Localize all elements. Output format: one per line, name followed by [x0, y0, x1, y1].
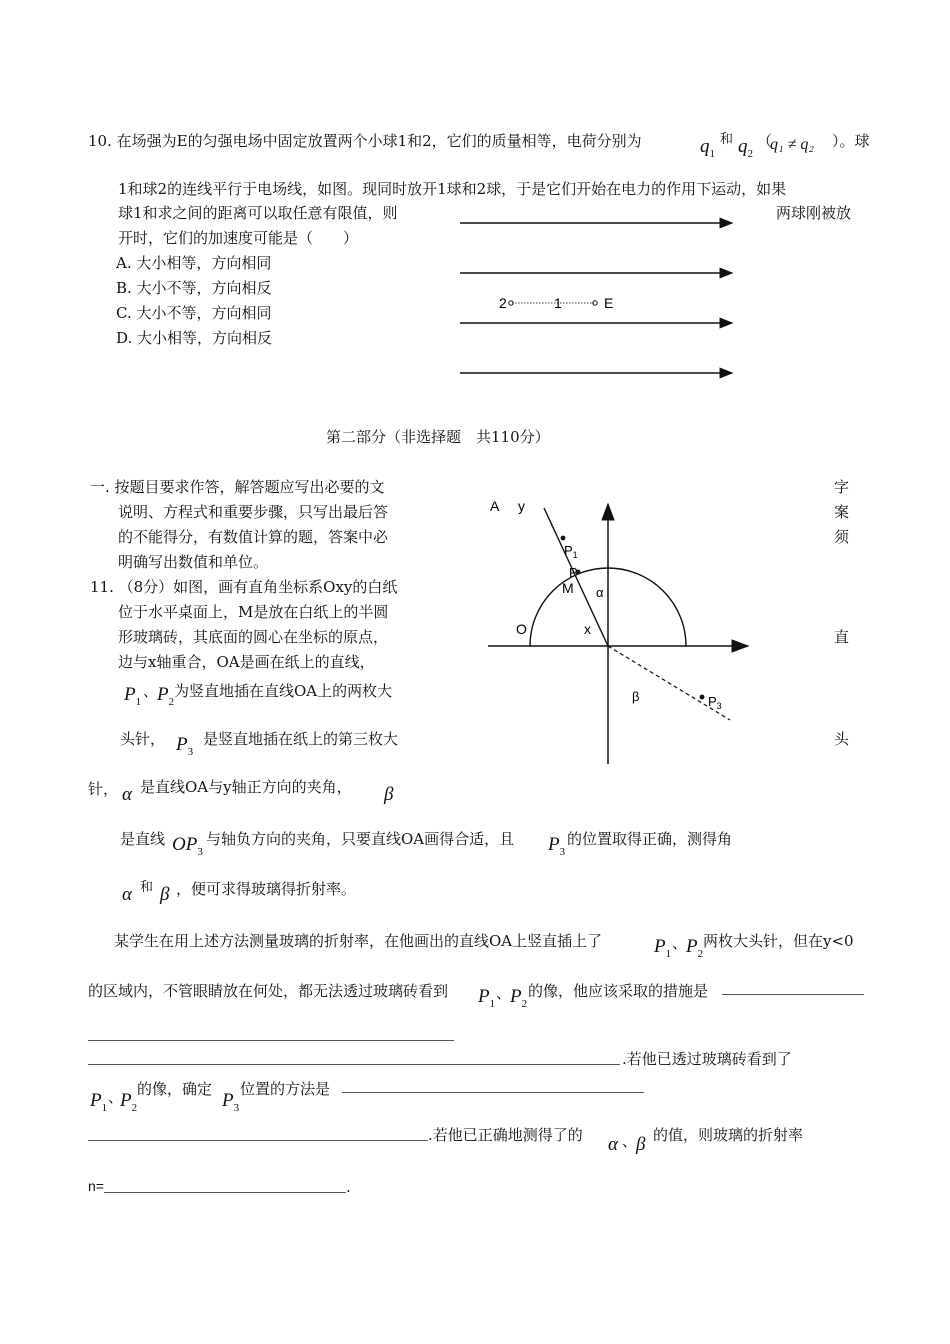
q11-beta-sym: β	[384, 784, 394, 805]
right-col-char-2: 案	[834, 503, 850, 521]
q11-para2b: 的像，他应该采取的措施是	[528, 982, 709, 1000]
q11-zhen: 针，	[88, 780, 119, 798]
part2-heading: 第二部分（非选择题 共110分）	[326, 428, 550, 446]
q10-option-d: D. 大小相等，方向相反	[116, 329, 273, 347]
label-O: O	[516, 621, 527, 637]
q11-line-1: 11. （8分）如图，画有直角坐标系Oxy的白纸	[90, 578, 398, 596]
field-E-label: E	[604, 295, 614, 311]
q11-para1b: 两枚大头针，但在y<0	[703, 932, 854, 950]
q11-line-2: 位于水平桌面上，M是放在白纸上的半圆	[118, 603, 389, 621]
q11-para5-alpha: α	[608, 1134, 618, 1155]
q10-paren-open: （	[757, 132, 773, 150]
right-col-char-1: 字	[834, 478, 850, 496]
q11-p1p2-text: 为竖直地插在直线OA上的两枚大	[174, 682, 393, 700]
q11-head-text: 头针，	[120, 730, 166, 748]
q11-p3-sym-2: $P_3$	[548, 834, 566, 858]
q10-option-a: A. 大小相等，方向相同	[116, 254, 272, 272]
q11-op3-post: 的位置取得正确，测得角	[567, 830, 733, 848]
ball-1-label: 1	[554, 295, 562, 311]
label-P3: $P_3$	[708, 694, 722, 711]
q11-para5-beta: β	[636, 1134, 646, 1155]
instr-line-2: 说明、方程式和重要步骤，只写出最后答	[118, 503, 389, 521]
blank-5[interactable]	[88, 1140, 428, 1141]
q11-alpha-beta-post: ，便可求得玻璃得折射率。	[176, 880, 357, 898]
q11-para6-end: .	[346, 1178, 351, 1196]
blank-6[interactable]	[104, 1192, 346, 1193]
q10-line2: 1和球2的连线平行于电场线，如图。现同时放开1球和2球，于是它们开始在电力的作用下运动，如果	[118, 180, 787, 198]
q11-para5b: 的值，则玻璃的折射率	[653, 1126, 804, 1144]
q11-sep: 、	[143, 682, 159, 700]
q10-option-b: B. 大小不等，方向相反	[116, 279, 272, 297]
q11-p3-text: 是竖直地插在纸上的第三枚大	[203, 730, 399, 748]
q11-para5-sep: 、	[622, 1132, 638, 1150]
q11-alpha-line: 是直线OA与y轴正方向的夹角，	[140, 778, 352, 796]
label-beta: β	[632, 689, 640, 704]
q11-line-4: 边与x轴重合，OA是画在纸上的直线，	[118, 653, 375, 671]
q11-para2-sep: 、	[496, 984, 512, 1002]
q11-he: 和	[140, 880, 154, 895]
ball-2-label: 2	[499, 295, 507, 311]
q10-paren-close: ）。球	[832, 132, 870, 150]
q10-and: 和	[720, 132, 734, 147]
q11-p3-sym: $P_3$	[176, 734, 194, 758]
instr-line-3: 的不能得分，有数值计算的题，答案中必	[118, 528, 389, 546]
instr-line-4: 明确写出数值和单位。	[118, 553, 269, 571]
blank-2[interactable]	[88, 1040, 454, 1041]
q11-op3-sym: $OP_3$	[172, 834, 203, 858]
q11-para3: .若他已透过玻璃砖看到了	[622, 1050, 792, 1068]
label-x: x	[584, 621, 591, 637]
pin-p3	[700, 695, 705, 700]
blank-1[interactable]	[722, 994, 864, 995]
q11-para2a: 的区域内，不管眼睛放在何处，都无法透过玻璃砖看到	[88, 982, 449, 1000]
q11-p2-sym: $P_2$	[157, 684, 175, 708]
q11-op3-mid: 与轴负方向的夹角，只要直线OA画得合适，且	[206, 830, 515, 848]
q11-para1-p2: $P_2$	[686, 936, 704, 960]
q11-p1-sym: $P_1$	[124, 684, 142, 708]
q10-line3a: 球1和求之间的距离可以取任意有限值，则	[118, 204, 398, 222]
right-col-char-3: 须	[834, 528, 850, 546]
instr-line-1: 一. 按题目要求作答，解答题应写出必要的文	[90, 478, 385, 496]
q11-line-3: 形玻璃砖，其底面的圆心在坐标的原点，	[118, 628, 389, 646]
q11-para1-sep: 、	[672, 934, 688, 952]
label-y: y	[518, 498, 525, 514]
q11-para4: 的像，确定	[137, 1080, 213, 1098]
label-P1: $P_1$	[564, 543, 578, 560]
q11-para1-p1: $P_1$	[654, 936, 672, 960]
label-A: A	[490, 498, 500, 514]
q11-beta-sym-2: β	[160, 884, 170, 905]
q11-para4-p3: $P_3$	[222, 1090, 240, 1114]
q11-alpha-sym-2: α	[122, 884, 132, 905]
label-alpha: α	[596, 585, 604, 600]
q10-option-c: C. 大小不等，方向相同	[116, 304, 272, 322]
q11-para4-sep: 、	[108, 1088, 124, 1106]
q10-q2: $q_2$	[738, 136, 753, 160]
q11-op3-pre: 是直线	[120, 830, 166, 848]
q10-line4: 开时，它们的加速度可能是（ ）	[118, 229, 359, 247]
q11-para2-p2: $P_2$	[510, 986, 528, 1010]
q11-para1a: 某学生在用上述方法测量玻璃的折射率，在他画出的直线OA上竖直插上了	[114, 932, 603, 950]
q11-para4-p2: $P_2$	[120, 1090, 138, 1114]
label-P2: P	[569, 565, 578, 580]
q11-para4-p1: $P_1$	[90, 1090, 108, 1114]
q10-line3b: 两球刚被放	[776, 204, 852, 222]
q11-alpha-sym: α	[122, 784, 132, 805]
q11-para6: n=	[88, 1178, 104, 1194]
right-col-char-4: 直	[834, 628, 850, 646]
blank-4[interactable]	[342, 1092, 644, 1093]
q11-para4b: 位置的方法是	[240, 1080, 331, 1098]
q11-para2-p1: $P_1$	[478, 986, 496, 1010]
blank-3[interactable]	[88, 1064, 620, 1065]
q10-q1: $q_1$	[700, 136, 715, 160]
pin-p1	[561, 536, 566, 541]
right-col-char-5: 头	[834, 730, 850, 748]
q11-para5: .若他已正确地测得了的	[428, 1126, 583, 1144]
q10-stem-text: 10. 在场强为E的匀强电场中固定放置两个小球1和2，它们的质量相等，电荷分别为	[88, 132, 642, 150]
q10-neq: q₁ ≠ q₂	[770, 136, 814, 153]
label-M: M	[562, 580, 574, 596]
